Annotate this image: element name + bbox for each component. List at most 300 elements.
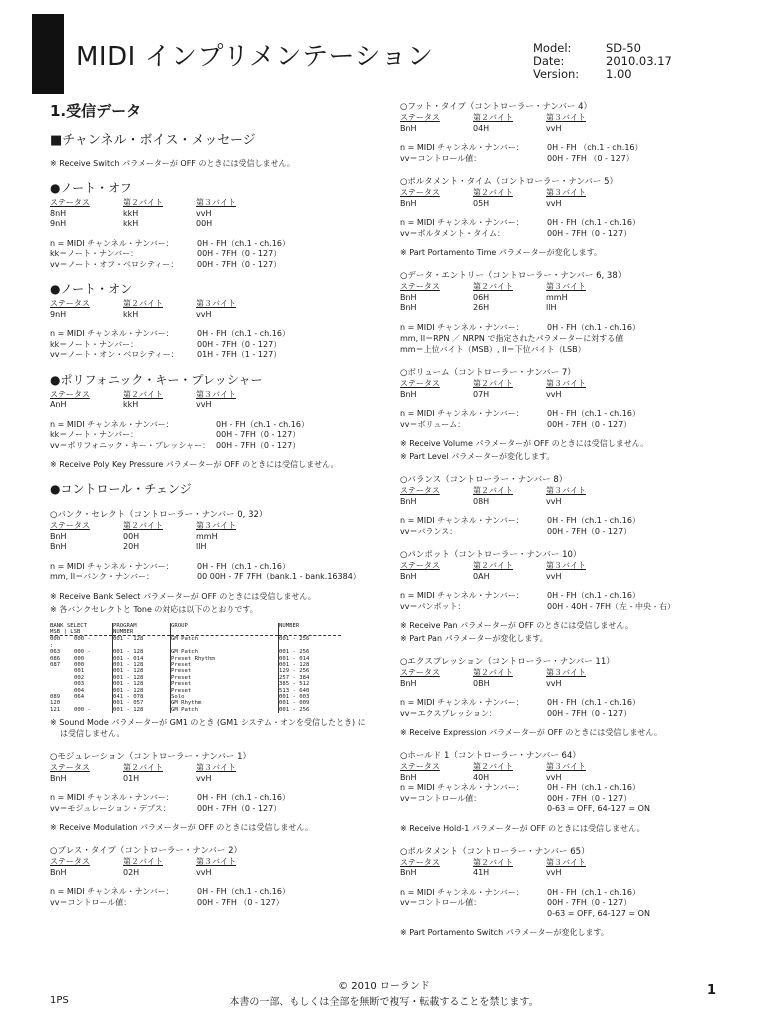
definition-label: kk＝ノート・ナンバー： bbox=[50, 430, 139, 439]
definition-value: 0H - FH（ch.1 - ch.16） bbox=[547, 887, 640, 897]
column-header: 第３バイト bbox=[196, 198, 236, 207]
column-headers bbox=[50, 763, 390, 774]
table-cell: 385 - 512 bbox=[279, 681, 310, 688]
definition-row bbox=[400, 794, 730, 805]
column-headers bbox=[400, 282, 730, 293]
table-header-cell: MSB | LSB bbox=[50, 629, 113, 636]
lsb-cell: 064 bbox=[74, 693, 85, 700]
definition-label: kk＝ノート・ナンバー： bbox=[50, 249, 139, 258]
definition-row bbox=[50, 329, 390, 340]
table-header-cell bbox=[279, 629, 342, 636]
column-header: 第２バイト bbox=[473, 282, 513, 291]
definition-label: n = MIDI チャンネル・ナンバー： bbox=[400, 591, 524, 600]
table-cell: 001 - 014 bbox=[113, 656, 171, 662]
volume-block bbox=[400, 379, 730, 430]
status-row bbox=[50, 209, 390, 220]
table-cell: 001 - 128 bbox=[113, 688, 171, 694]
table-cell: Solo bbox=[171, 694, 279, 700]
definition-row bbox=[400, 409, 730, 420]
column-header: 第２バイト bbox=[473, 762, 513, 771]
lsb-cell: 003 bbox=[74, 681, 85, 688]
lsb-cell: 000 - bbox=[74, 636, 91, 643]
status-cell: 0BH bbox=[473, 678, 490, 688]
column-headers bbox=[50, 390, 390, 401]
definition-value: 0H - FH（ch.1 - ch.16） bbox=[197, 793, 290, 803]
intro-note: ※ Receive Switch パラメーターが OFF のときには受信しません。 bbox=[50, 159, 295, 168]
column-header: 第３バイト bbox=[546, 282, 586, 291]
status-row bbox=[400, 390, 730, 401]
expression-heading: ○エクスプレッション（コントローラー・ナンバー 11） bbox=[400, 657, 615, 667]
status-cell: vvH bbox=[546, 772, 562, 782]
definition-label: n = MIDI チャンネル・ナンバー： bbox=[400, 887, 524, 897]
column-header: 第２バイト bbox=[473, 486, 513, 495]
table-cell: 001 - 256 bbox=[279, 706, 310, 713]
definition-value: 00 00H - 7F 7FH（bank.1 - bank.16384） bbox=[197, 572, 361, 581]
definition-label: n = MIDI チャンネル・ナンバー： bbox=[50, 419, 174, 429]
table-header-cell: NUMBER bbox=[279, 622, 300, 629]
table-cell: 001 - 128 bbox=[113, 707, 171, 713]
date-label: Date: bbox=[533, 54, 565, 68]
msb-cell: 063 bbox=[50, 649, 61, 656]
definition-label: vv＝パンポット： bbox=[400, 601, 466, 611]
column-header: ステータス bbox=[400, 561, 440, 570]
column-headers bbox=[400, 561, 730, 572]
definition-row bbox=[50, 804, 390, 815]
msb-cell: 086 bbox=[50, 655, 61, 662]
column-header: 第３バイト bbox=[196, 857, 236, 867]
definition-row bbox=[400, 154, 730, 165]
table-cell: 001 - 128 bbox=[113, 649, 171, 655]
data-entry-extra-2: mm＝上位バイト（MSB）, ll＝下位バイト（LSB） bbox=[400, 345, 586, 354]
volume-note-1: ※ Receive Volume パラメーターが OFF のときには受信しません。 bbox=[400, 439, 649, 448]
definition-row bbox=[400, 888, 730, 899]
expression-note: ※ Receive Expression パラメーターが OFF のときには受信しません。 bbox=[400, 728, 662, 737]
column-header: 第３バイト bbox=[546, 668, 586, 677]
table-cell: 001 - 057 bbox=[113, 700, 171, 706]
definition-row bbox=[400, 229, 730, 240]
status-row bbox=[50, 774, 390, 785]
definition-value: 0H - FH（ch.1 - ch.16） bbox=[547, 409, 640, 418]
column-header: 第３バイト bbox=[196, 763, 236, 773]
poly-pressure-heading: ●ポリフォニック・キー・プレッシャー bbox=[50, 372, 263, 387]
pan-note-2: ※ Part Pan パラメーターが変化します。 bbox=[400, 634, 548, 643]
definition-value: 0H - FH（ch.1 - ch.16） bbox=[197, 561, 290, 571]
definition-row bbox=[400, 516, 730, 527]
copyright: © 2010 ローランド bbox=[338, 981, 430, 992]
column-header: ステータス bbox=[400, 762, 440, 771]
column-header: ステータス bbox=[50, 521, 90, 530]
volume-note-2: ※ Part Level パラメーターが変化します。 bbox=[400, 452, 555, 461]
table-cell: Preset bbox=[171, 681, 279, 687]
foot-block bbox=[400, 113, 730, 164]
column-header: 第３バイト bbox=[546, 762, 586, 771]
status-cell: BnH bbox=[400, 772, 417, 782]
status-cell: vvH bbox=[196, 400, 212, 409]
table-cell: Preset bbox=[171, 688, 279, 694]
definition-row bbox=[400, 527, 730, 538]
definition-label: vv＝ボリューム： bbox=[400, 419, 466, 429]
definition-label: vv＝コントロール値： bbox=[400, 898, 482, 907]
column-header: ステータス bbox=[400, 188, 440, 197]
definition-label: n = MIDI チャンネル・ナンバー： bbox=[400, 218, 524, 227]
definition-label: n = MIDI チャンネル・ナンバー： bbox=[50, 887, 174, 897]
hold-heading: ○ホールド 1（コントローラー・ナンバー 64） bbox=[400, 751, 581, 761]
column-header: 第３バイト bbox=[546, 486, 586, 495]
model-label: Model: bbox=[533, 41, 572, 55]
definition-row bbox=[50, 430, 390, 441]
lsb-cell: 000 bbox=[74, 661, 85, 668]
table-row bbox=[50, 636, 341, 643]
definition-value: 0H - FH（ch.1 - ch.16） bbox=[547, 322, 640, 332]
note-off-heading: ●ノート・オフ bbox=[50, 181, 132, 195]
status-cell: vvH bbox=[196, 867, 212, 877]
definition-label: vv＝ポルタメント・タイム： bbox=[400, 228, 505, 238]
table-cell: GM Rhythm bbox=[171, 700, 279, 706]
table-cell: 001 - 128 bbox=[113, 662, 171, 668]
portamento-block bbox=[400, 858, 730, 920]
column-header: ステータス bbox=[50, 198, 90, 207]
table-cell: GM Patch bbox=[171, 649, 279, 655]
definition-value: 0H - FH（ch.1 - ch.16） bbox=[216, 419, 309, 429]
column-header: 第３バイト bbox=[546, 561, 586, 570]
definition-value: 00H - 7FH（0 - 127） bbox=[547, 526, 632, 536]
definition-row bbox=[400, 709, 730, 720]
table-cell: Preset bbox=[171, 662, 279, 668]
definition-value: 00H - 7FH（0 - 127） bbox=[547, 793, 632, 803]
pan-block bbox=[400, 561, 730, 612]
hold-note: ※ Receive Hold-1 パラメーターが OFF のときには受信しません。 bbox=[400, 823, 645, 833]
status-cell: BnH bbox=[400, 678, 417, 688]
status-cell: 06H bbox=[473, 292, 490, 302]
table-cell: 513 - 640 bbox=[279, 687, 310, 694]
definition-value: 00H - 7FH（0 - 127） bbox=[547, 898, 632, 907]
table-cell: 001 - 256 bbox=[279, 636, 310, 643]
status-row bbox=[400, 572, 730, 583]
table-cell: 129 - 256 bbox=[279, 668, 310, 675]
table-cell: 001 - 128 bbox=[113, 681, 171, 687]
status-cell: vvH bbox=[196, 208, 212, 218]
status-cell: 8nH bbox=[50, 208, 67, 218]
definition-value: 0H - FH （ch.1 - ch.16） bbox=[547, 143, 643, 152]
column-header: 第３バイト bbox=[546, 113, 586, 122]
table-cell: 041 - 078 bbox=[113, 694, 171, 700]
status-cell: llH bbox=[196, 542, 207, 551]
msb-cell: : bbox=[50, 642, 54, 649]
definition-row bbox=[400, 323, 730, 334]
table-header-cell: GROUP bbox=[171, 623, 279, 629]
portamento-time-heading: ○ポルタメント・タイム（コントローラー・ナンバー 5） bbox=[400, 177, 618, 187]
breath-heading: ○ブレス・タイプ（コントローラー・ナンバー 2） bbox=[50, 846, 242, 857]
status-cell: vvH bbox=[546, 571, 562, 581]
status-cell: vvH bbox=[546, 123, 562, 133]
column-header: ステータス bbox=[400, 668, 440, 677]
status-row bbox=[400, 293, 730, 304]
table-cell: GM Patch bbox=[171, 636, 279, 643]
poly-pressure-note: ※ Receive Poly Key Pressure パラメーターが OFF のときには受信しません。 bbox=[50, 460, 339, 469]
definition-label: vv＝モジュレーション・デプス： bbox=[50, 803, 171, 813]
status-cell: vvH bbox=[546, 678, 562, 688]
modulation-block bbox=[50, 763, 390, 814]
hold-block bbox=[400, 762, 730, 815]
status-cell: vvH bbox=[546, 389, 562, 399]
model-value: SD-50 bbox=[606, 41, 641, 55]
table-cell: 001 - 128 bbox=[113, 636, 171, 643]
definition-label bbox=[400, 909, 547, 920]
definition-label: vv＝コントロール値： bbox=[400, 153, 482, 163]
table-cell: 257 - 384 bbox=[279, 674, 310, 681]
msb-cell: 087 bbox=[50, 661, 61, 668]
status-cell: BnH bbox=[400, 389, 417, 399]
definition-label: vv＝ノート・オフ・ベロシティー： bbox=[50, 259, 179, 269]
column-header: 第３バイト bbox=[196, 521, 236, 530]
portamento-note: ※ Part Portamento Switch パラメーターが変化します。 bbox=[400, 928, 609, 937]
status-row bbox=[50, 310, 390, 321]
lsb-cell: 000 - bbox=[74, 649, 91, 656]
column-header: 第２バイト bbox=[123, 521, 163, 530]
column-header: 第２バイト bbox=[473, 668, 513, 677]
status-cell: 9nH bbox=[50, 219, 67, 228]
definition-label: kk＝ノート・ナンバー： bbox=[50, 339, 139, 349]
status-cell: 41H bbox=[473, 868, 490, 877]
definition-value: 0-63 = OFF, 64-127 = ON bbox=[547, 908, 650, 918]
definition-label: vv＝ポリフォニック・キー・プレッシャー： bbox=[50, 440, 211, 450]
definition-label: n = MIDI チャンネル・ナンバー： bbox=[50, 238, 174, 248]
version-value: 1.00 bbox=[606, 67, 632, 81]
definition-row bbox=[400, 804, 730, 815]
bank-select-heading: ○バンク・セレクト（コントローラー・ナンバー 0, 32） bbox=[50, 510, 268, 520]
column-header: 第３バイト bbox=[196, 299, 236, 308]
definition-label: n = MIDI チャンネル・ナンバー： bbox=[400, 783, 524, 792]
definition-value: 01H - 7FH（1 - 127） bbox=[197, 350, 282, 359]
definition-label: vv＝エクスプレッション： bbox=[400, 708, 497, 718]
bank-select-note-2: ※ 各バンクセレクトと Tone の対応は以下のとおりです。 bbox=[50, 604, 258, 614]
bank-select-table bbox=[50, 623, 341, 714]
breath-block bbox=[50, 857, 390, 908]
poly-pressure-block bbox=[50, 390, 390, 452]
bank-select-block bbox=[50, 521, 390, 583]
status-cell: 04H bbox=[473, 123, 490, 133]
column-headers bbox=[400, 113, 730, 124]
column-header: 第２バイト bbox=[473, 379, 513, 388]
definition-row bbox=[50, 350, 390, 361]
status-cell: 07H bbox=[473, 389, 490, 399]
column-header: ステータス bbox=[400, 379, 440, 388]
definition-value: 0H - FH（ch.1 - ch.16） bbox=[547, 698, 640, 707]
definition-value: 00H - 7FH（0 - 127） bbox=[216, 430, 301, 439]
data-entry-heading: ○データ・エントリー（コントローラー・ナンバー 6, 38） bbox=[400, 271, 627, 281]
lsb-cell: 004 bbox=[74, 687, 85, 694]
table-header-cell: PROGRAM bbox=[113, 623, 171, 629]
status-cell: vvH bbox=[546, 198, 562, 208]
definition-value: 00H - 7FH（0 - 127） bbox=[547, 228, 632, 238]
right-column bbox=[400, 100, 730, 940]
column-header: 第３バイト bbox=[196, 389, 236, 399]
column-headers bbox=[400, 858, 730, 869]
column-header: 第２バイト bbox=[123, 389, 163, 399]
definition-row bbox=[50, 887, 390, 898]
definition-label bbox=[400, 804, 547, 815]
definition-row bbox=[50, 898, 390, 909]
page-number: 1 bbox=[707, 983, 717, 998]
msb-cell: 000 bbox=[50, 636, 61, 643]
status-cell: vvH bbox=[546, 868, 562, 877]
status-cell: 00H bbox=[196, 219, 213, 228]
definition-label: vv＝バランス： bbox=[400, 526, 458, 536]
definition-value: 0H - FH（ch.1 - ch.16） bbox=[547, 591, 640, 600]
status-row bbox=[50, 219, 390, 230]
column-header: 第２バイト bbox=[123, 763, 163, 773]
document-code: 1PS bbox=[50, 995, 69, 1006]
column-header: ステータス bbox=[400, 113, 440, 122]
definition-row bbox=[50, 562, 390, 573]
status-cell: vvH bbox=[196, 309, 212, 319]
bank-table-note: ※ Sound Mode パラメーターが GM1 のとき (GM1 システム・オンを受信したとき) には受信しません。 bbox=[50, 718, 366, 739]
lsb-cell: 002 bbox=[74, 674, 85, 681]
subsection-heading: ■チャンネル・ボイス・メッセージ bbox=[50, 133, 256, 148]
status-row bbox=[50, 868, 390, 879]
definition-label: n = MIDI チャンネル・ナンバー： bbox=[400, 143, 524, 152]
table-cell: Preset bbox=[171, 668, 279, 674]
definition-row bbox=[50, 260, 390, 271]
definition-label: vv＝コントロール値： bbox=[50, 897, 132, 907]
definition-row bbox=[50, 239, 390, 250]
column-header: ステータス bbox=[400, 486, 440, 495]
definition-label: n = MIDI チャンネル・ナンバー： bbox=[50, 561, 174, 571]
column-header: 第２バイト bbox=[473, 857, 513, 867]
table-cell: 001 - 009 bbox=[279, 700, 310, 707]
foot-heading: ○フット・タイプ（コントローラー・ナンバー 4） bbox=[400, 102, 592, 112]
column-header: 第２バイト bbox=[123, 857, 163, 867]
status-row bbox=[400, 497, 730, 508]
table-header-cell: NUMBER bbox=[113, 629, 171, 636]
column-headers bbox=[400, 668, 730, 679]
document-meta bbox=[533, 42, 672, 81]
status-cell: 08H bbox=[473, 496, 490, 506]
expression-block bbox=[400, 668, 730, 719]
definition-value: 00H - 40H - 7FH（左 - 中央 - 右） bbox=[547, 601, 675, 611]
msb-cell: 089 bbox=[50, 693, 61, 700]
column-header: ステータス bbox=[50, 389, 90, 399]
modulation-heading: ○モジュレーション（コントローラー・ナンバー 1） bbox=[50, 752, 251, 763]
definition-value: 00H - 7FH（0 - 127） bbox=[547, 419, 632, 429]
status-row bbox=[50, 542, 390, 553]
table-cell: 001 - 128 bbox=[279, 661, 310, 668]
column-headers bbox=[400, 486, 730, 497]
status-cell: BnH bbox=[400, 198, 417, 208]
bank-select-note-1: ※ Receive Bank Select パラメーターが OFF のときには受信しません。 bbox=[50, 591, 316, 601]
status-cell: mmH bbox=[196, 531, 218, 541]
status-row bbox=[50, 400, 390, 411]
pan-note-1: ※ Receive Pan パラメーターが OFF のときには受信しません。 bbox=[400, 621, 633, 630]
definition-value: 00H - 7FH（0 - 127） bbox=[547, 708, 632, 718]
table-cell: Preset bbox=[171, 675, 279, 681]
status-row bbox=[50, 532, 390, 543]
status-row bbox=[400, 773, 730, 784]
data-entry-block bbox=[400, 282, 730, 333]
table-cell: 001 - 128 bbox=[113, 675, 171, 681]
definition-row bbox=[50, 249, 390, 260]
page-title: MIDI インプリメンテーション bbox=[76, 42, 434, 72]
column-headers bbox=[400, 188, 730, 199]
status-cell: 05H bbox=[473, 198, 490, 208]
msb-cell: 120 bbox=[50, 700, 61, 707]
version-label: Version: bbox=[533, 67, 580, 81]
definition-label: vv＝ノート・オン・ベロシティー： bbox=[50, 350, 179, 359]
table-cell: 001 - 014 bbox=[279, 655, 310, 662]
status-row bbox=[400, 679, 730, 690]
left-column bbox=[50, 100, 390, 908]
definition-row bbox=[50, 340, 390, 351]
status-cell: BnH bbox=[50, 531, 67, 541]
column-headers bbox=[400, 762, 730, 773]
definition-label: vv＝コントロール値： bbox=[400, 793, 482, 803]
definition-row bbox=[400, 909, 730, 920]
definition-label: n = MIDI チャンネル・ナンバー： bbox=[400, 516, 524, 525]
column-header: 第３バイト bbox=[546, 857, 586, 867]
status-row bbox=[400, 199, 730, 210]
control-change-heading: ●コントロール・チェンジ bbox=[50, 482, 192, 496]
definition-value: 00H - 7FH（0 - 127） bbox=[197, 803, 282, 813]
status-cell: vvH bbox=[546, 496, 562, 506]
column-header: 第２バイト bbox=[123, 299, 163, 308]
definition-row bbox=[400, 783, 730, 794]
volume-heading: ○ボリューム（コントローラー・ナンバー 7） bbox=[400, 368, 576, 378]
status-cell: kkH bbox=[123, 219, 139, 228]
table-row bbox=[50, 707, 341, 713]
bank-cell bbox=[50, 636, 113, 643]
data-entry-extra-1: mm, ll＝RPN ／ NRPN で指定されたパラメーターに対する値 bbox=[400, 334, 624, 343]
table-cell: 001 - 003 bbox=[279, 693, 310, 700]
definition-value: 0H - FH（ch.1 - ch.16） bbox=[197, 329, 290, 338]
definition-row bbox=[400, 591, 730, 602]
definition-row bbox=[400, 898, 730, 909]
definition-label: n = MIDI チャンネル・ナンバー： bbox=[400, 409, 524, 418]
msb-cell: 121 bbox=[50, 706, 61, 713]
status-cell: BnH bbox=[50, 867, 67, 877]
definition-value: 0H - FH（ch.1 - ch.16） bbox=[197, 887, 290, 897]
definition-label: n = MIDI チャンネル・ナンバー： bbox=[50, 329, 174, 338]
definition-value: 0H - FH（ch.1 - ch.16） bbox=[547, 516, 640, 525]
column-headers bbox=[50, 857, 390, 868]
status-cell: BnH bbox=[50, 542, 67, 551]
status-cell: 02H bbox=[123, 867, 140, 877]
portamento-heading: ○ポルタメント（コントローラー・ナンバー 65） bbox=[400, 846, 590, 857]
table-header-cell bbox=[171, 629, 279, 636]
table-cell: Preset Rhythm bbox=[171, 656, 279, 662]
lsb-cell: 000 bbox=[74, 655, 85, 662]
status-cell: BnH bbox=[400, 868, 417, 877]
definition-label: n = MIDI チャンネル・ナンバー： bbox=[400, 698, 524, 707]
note-on-block bbox=[50, 299, 390, 361]
table-header-row bbox=[50, 629, 341, 636]
lsb-cell: 001 bbox=[74, 668, 85, 675]
definition-label: mm, ll＝バンク・ナンバー： bbox=[50, 572, 154, 581]
definition-value: 00H - 7FH（0 - 127） bbox=[197, 249, 282, 258]
definition-row bbox=[400, 143, 730, 154]
status-cell: llH bbox=[546, 303, 557, 312]
status-cell: 00H bbox=[123, 531, 140, 541]
table-cell: 001 - 128 bbox=[113, 668, 171, 674]
balance-heading: ○バランス（コントローラー・ナンバー 8） bbox=[400, 475, 568, 485]
balance-block bbox=[400, 486, 730, 537]
copyright-notice: 本書の一部、もしくは全部を無断で複写・転載することを禁じます。 bbox=[229, 997, 539, 1008]
status-cell: 40H bbox=[473, 772, 490, 782]
status-cell: AnH bbox=[50, 400, 67, 409]
table-header-cell: BANK SELECT bbox=[50, 623, 113, 629]
bank-cell bbox=[50, 707, 113, 713]
definition-value: 0H - FH（ch.1 - ch.16） bbox=[547, 218, 640, 227]
definition-row bbox=[400, 698, 730, 709]
